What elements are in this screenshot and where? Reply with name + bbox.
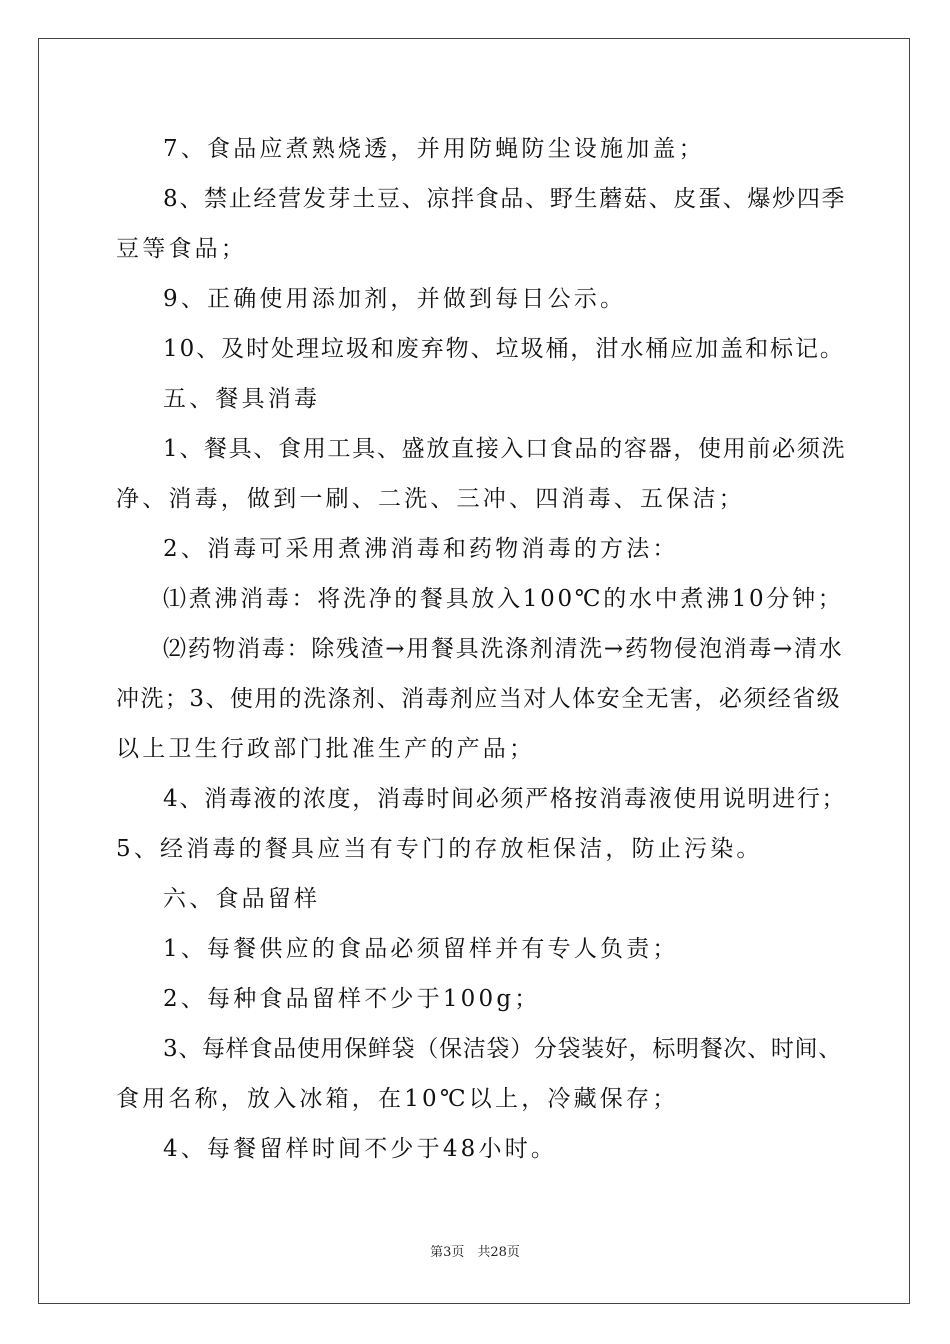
text-line: 豆等食品； [116,236,247,262]
text-line: 2、消毒可采用煮沸消毒和药物消毒的方法： [163,536,679,562]
page-number-footer: 第3页 共28页 [430,1245,520,1260]
text-line: 1、每餐供应的食品必须留样并有专人负责； [163,936,679,962]
text-line: 1、餐具、食用工具、盛放直接入口食品的容器，使用前必须洗 [163,436,847,462]
text-line: 3、每样食品使用保鲜袋（保洁袋）分袋装好，标明餐次、时间、 [163,1036,842,1062]
text-line: 8、禁止经营发芽土豆、凉拌食品、野生蘑菇、皮蛋、爆炒四季 [163,186,847,212]
section-heading: 五、餐具消毒 [163,386,321,412]
text-line: 净、消毒，做到一刷、二洗、三冲、四消毒、五保洁； [116,486,745,512]
text-line: 冲洗；3、使用的洗涤剂、消毒剂应当对人体安全无害，必须经省级 [116,686,842,712]
text-line: ⑴煮沸消毒：将洗净的餐具放入100℃的水中煮沸10分钟； [163,586,844,612]
text-line: 7、食品应煮熟烧透，并用防蝇防尘设施加盖； [163,136,705,162]
page-border [38,38,910,1304]
section-heading: 六、食品留样 [163,886,321,912]
text-line: 9、正确使用添加剂，并做到每日公示。 [163,286,627,312]
text-line: 10、及时处理垃圾和废弃物、垃圾桶，泔水桶应加盖和标记。 [163,336,845,362]
text-line: 食用名称，放入冰箱，在10℃以上，冷藏保存； [116,1086,679,1112]
text-line: 4、每餐留样时间不少于48小时。 [163,1136,558,1162]
text-line: 2、每种食品留样不少于100g； [163,986,541,1012]
text-line: 4、消毒液的浓度，消毒时间必须严格按消毒液使用说明进行； [163,786,847,812]
text-line: ⑵药物消毒：除残渣→用餐具洗涤剂清洗→药物侵泡消毒→清水 [163,636,844,662]
text-line: 5、经消毒的餐具应当有专门的存放柜保洁，防止污染。 [116,836,763,862]
text-line: 以上卫生行政部门批准生产的产品； [116,736,536,762]
